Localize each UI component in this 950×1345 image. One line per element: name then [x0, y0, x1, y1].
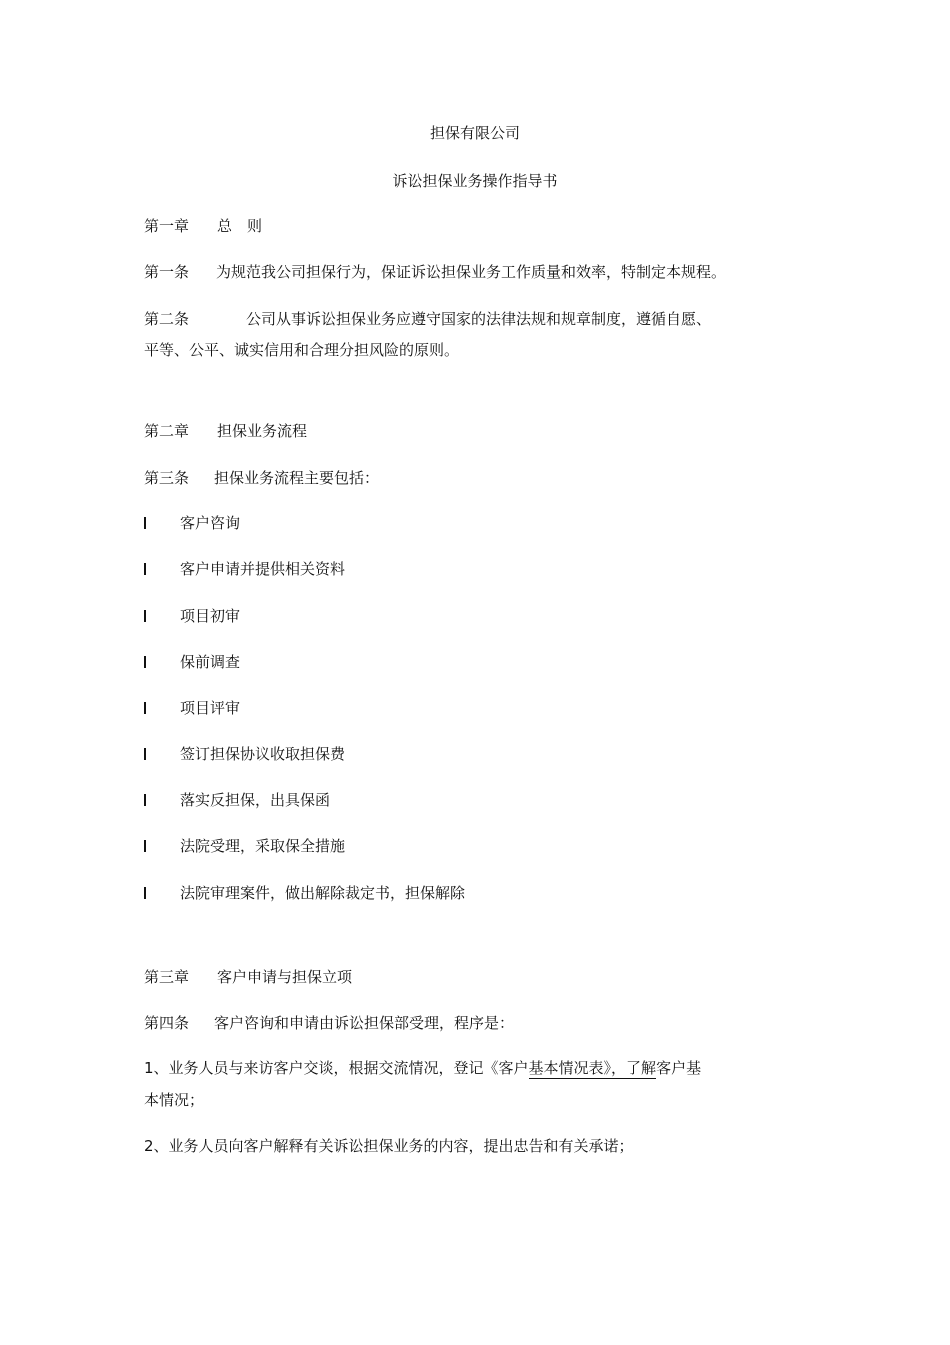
article-2-text-line1: 公司从事诉讼担保业务应遵守国家的法律法规和规章制度，遵循自愿、 [246, 310, 712, 328]
document-title: 诉讼担保业务操作指导书 [392, 172, 558, 190]
article-2-number: 第二条 [144, 310, 190, 328]
list-item-text: 法院审理案件，做出解除裁定书，担保解除 [180, 884, 466, 902]
chapter-2-number: 第二章 [144, 422, 190, 440]
article-2-text-line2: 平等、公平、诚实信用和合理分担风险的原则。 [144, 341, 460, 359]
item-1-line1 [144, 1058, 701, 1078]
list-item-text: 签订担保协议收取担保费 [180, 745, 346, 763]
chapter-1-title: 总 则 [217, 217, 263, 235]
list-item-text: 项目初审 [180, 607, 241, 625]
company-name: 担保有限公司 [429, 124, 520, 142]
bullet-marker [144, 517, 146, 529]
list-item-text: 客户咨询 [180, 514, 241, 532]
bullet-marker [144, 656, 146, 668]
bullet-marker [144, 887, 146, 899]
list-item-text: 项目评审 [180, 699, 241, 717]
chapter-1-number: 第一章 [144, 217, 190, 235]
bullet-marker [144, 610, 146, 622]
bullet-marker [144, 748, 146, 760]
article-1-text: 为规范我公司担保行为，保证诉讼担保业务工作质量和效率，特制定本规程。 [216, 263, 727, 281]
list-item-text: 客户申请并提供相关资料 [180, 560, 346, 578]
chapter-2-title: 担保业务流程 [217, 422, 308, 440]
item-1-text-c: 客户基 [656, 1059, 702, 1077]
article-4-number: 第四条 [144, 1014, 190, 1032]
item-1-line2: 本情况； [144, 1091, 205, 1109]
article-1-number: 第一条 [144, 263, 190, 281]
list-item-text: 落实反担保，出具保函 [180, 791, 331, 809]
item-2-text: 2、业务人员向客户解释有关诉讼担保业务的内容，提出忠告和有关承诺； [144, 1137, 634, 1155]
bullet-marker [144, 840, 146, 852]
article-3-number: 第三条 [144, 469, 190, 487]
article-3-text: 担保业务流程主要包括： [214, 469, 380, 487]
chapter-3-title: 客户申请与担保立项 [217, 968, 353, 986]
item-1-text-a: 1、业务人员与来访客户交谈，根据交流情况，登记《客户 [144, 1059, 529, 1077]
bullet-marker [144, 794, 146, 806]
list-item-text: 法院受理，采取保全措施 [180, 837, 346, 855]
chapter-3-number: 第三章 [144, 968, 190, 986]
list-item-text: 保前调查 [180, 653, 241, 671]
bullet-marker [144, 563, 146, 575]
underlined-form-name: 基本情况表》，了解 [528, 1059, 657, 1077]
article-4-text: 客户咨询和申请由诉讼担保部受理，程序是： [214, 1014, 515, 1032]
bullet-marker [144, 702, 146, 714]
